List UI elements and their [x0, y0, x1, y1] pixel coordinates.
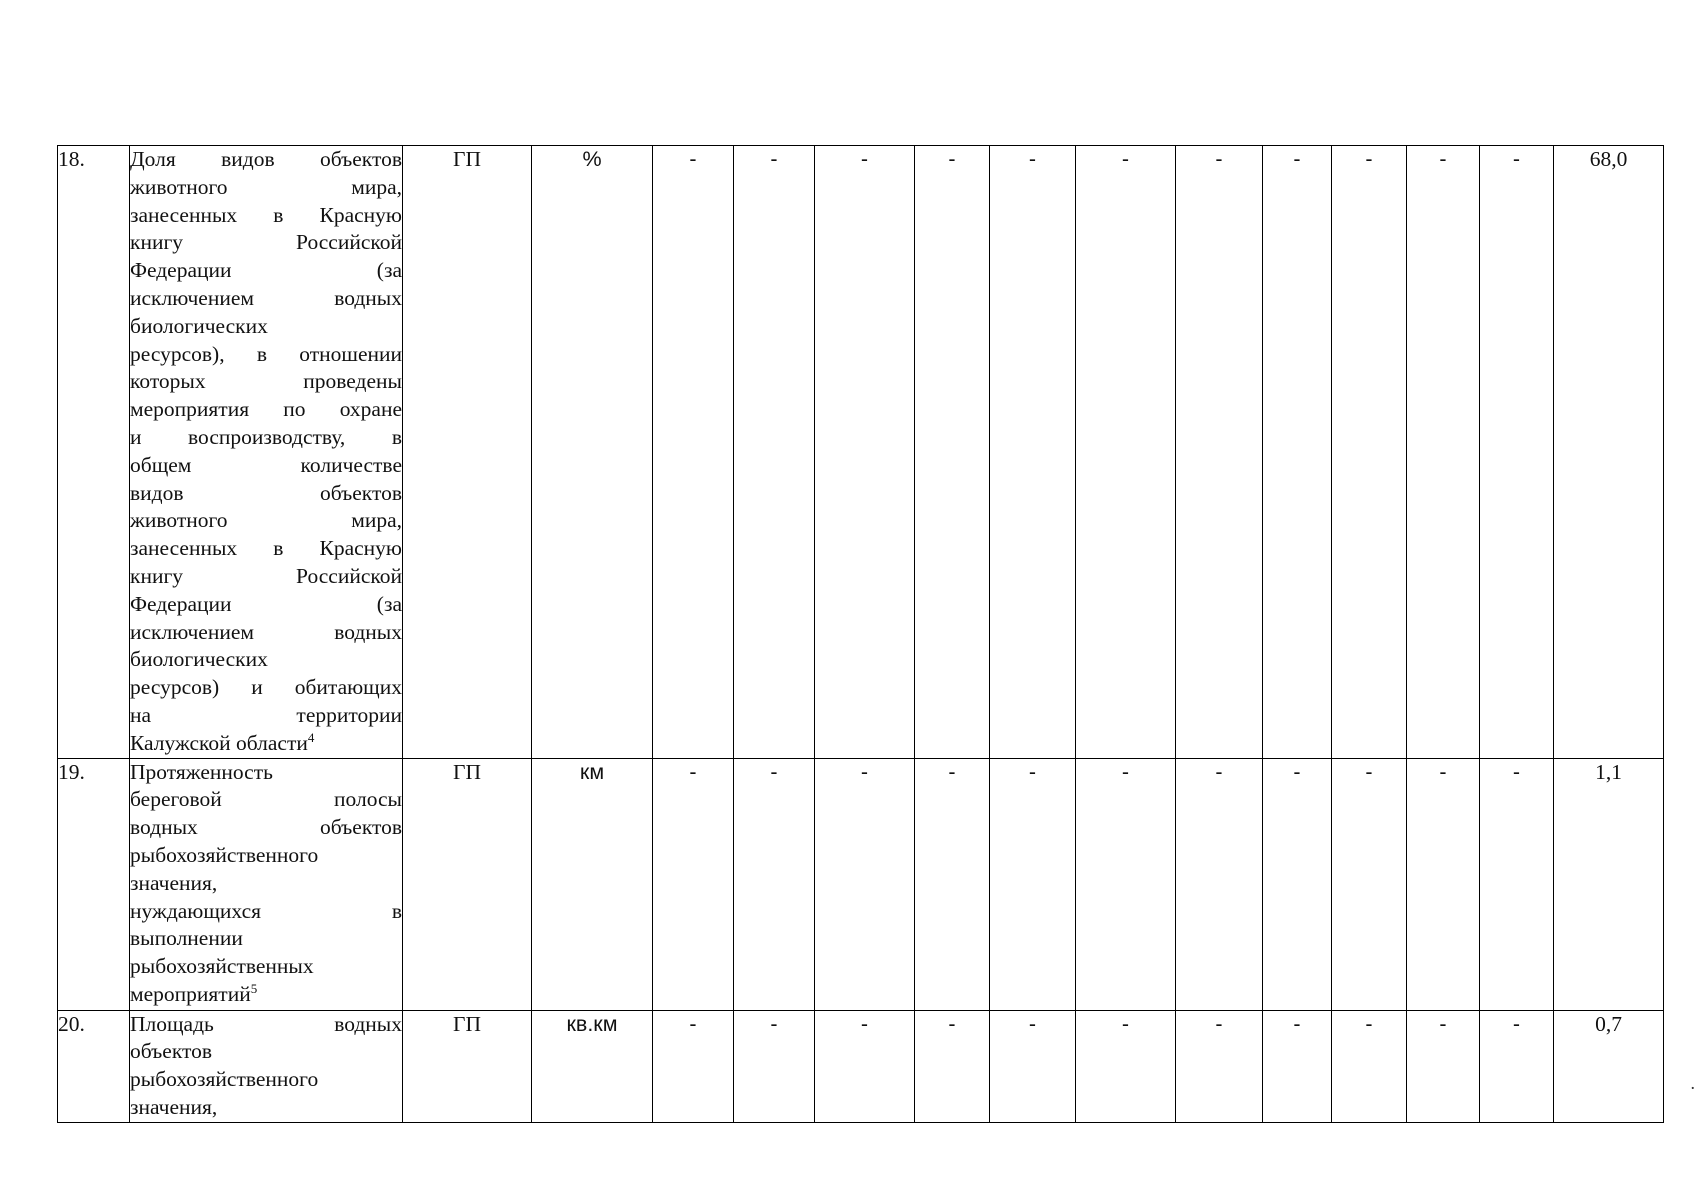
- table-row: [58, 146, 1664, 759]
- year-value-cell: -: [734, 146, 815, 759]
- year-value-cell: -: [1407, 758, 1480, 1010]
- unit-cell: км: [532, 758, 653, 1010]
- indicator-name-text: рыбохозяйственного: [130, 1067, 319, 1092]
- indicator-name-line: [130, 202, 402, 230]
- year-value-cell: -: [734, 1010, 815, 1122]
- indicator-name-line: [130, 591, 402, 619]
- year-value-cell: -: [1076, 146, 1176, 759]
- indicator-name-line: [130, 759, 402, 787]
- year-value-cell: -: [990, 1010, 1076, 1122]
- indicator-name-text: животного мира,: [130, 508, 402, 533]
- indicator-name-text: занесенных в Красную: [130, 202, 402, 227]
- indicator-name-text: рыбохозяйственных: [130, 954, 314, 979]
- indicator-name-text: Площадь водных: [130, 1011, 402, 1036]
- indicator-name-text: и воспроизводству, в: [130, 424, 402, 449]
- indicator-name-line: [130, 814, 402, 842]
- year-value-cell: -: [815, 1010, 915, 1122]
- year-value-cell: -: [990, 146, 1076, 759]
- indicator-name-text: которых проведены: [130, 369, 402, 394]
- indicator-name-line: [130, 702, 402, 730]
- year-value-cell: -: [1176, 146, 1263, 759]
- indicator-name-line: [130, 285, 402, 313]
- indicator-name-text: общем количестве: [130, 452, 402, 477]
- indicator-name-line: [130, 146, 402, 174]
- indicator-name-line: [130, 563, 402, 591]
- indicator-name-text: Доля видов объектов: [130, 147, 402, 171]
- indicator-name-text: книгу Российской: [130, 230, 402, 255]
- year-value-cell: -: [653, 1010, 734, 1122]
- indicator-name-line: [130, 1038, 402, 1066]
- year-value-cell: -: [1176, 758, 1263, 1010]
- indicator-name-line: [130, 229, 402, 257]
- indicator-name-text: Протяженность: [130, 759, 273, 784]
- indicator-name-line: [130, 396, 402, 424]
- year-value-cell: -: [815, 758, 915, 1010]
- indicator-name-line: [130, 535, 402, 563]
- year-value-cell: -: [815, 146, 915, 759]
- year-value-cell: -: [990, 758, 1076, 1010]
- indicator-name-text: рыбохозяйственного: [130, 842, 319, 867]
- unit-cell: кв.км: [532, 1010, 653, 1122]
- indicator-name-line: [130, 730, 402, 758]
- indicator-name-text: ресурсов), в отношении: [130, 341, 402, 366]
- indicator-name-line: [130, 646, 402, 674]
- indicator-name-line: [130, 174, 402, 202]
- indicator-name-text: нуждающихся в: [130, 898, 402, 923]
- year-value-cell: -: [1076, 758, 1176, 1010]
- indicator-name-text: водных объектов: [130, 815, 402, 840]
- indicator-name-text: Федерации (за: [130, 591, 402, 616]
- indicator-name-text: мероприятия по охране: [130, 397, 402, 422]
- indicator-name: [130, 758, 403, 1010]
- indicator-name-text: береговой полосы: [130, 787, 402, 812]
- year-value-cell: -: [1480, 758, 1554, 1010]
- year-value-cell: -: [1480, 146, 1554, 759]
- unit-cell: %: [532, 146, 653, 759]
- indicator-name-line: [130, 1011, 402, 1039]
- source-cell: ГП: [403, 1010, 532, 1122]
- table-row: [58, 1010, 1664, 1122]
- indicator-name-text: биологических: [130, 647, 268, 672]
- year-value-cell: -: [653, 146, 734, 759]
- indicator-name-text: ресурсов) и обитающих: [130, 675, 402, 700]
- year-value-cell: -: [915, 146, 990, 759]
- indicator-name-text: Калужской области: [130, 730, 308, 755]
- indicator-name-line: [130, 452, 402, 480]
- year-value-cell: -: [1263, 758, 1332, 1010]
- row-number: 20.: [58, 1010, 130, 1122]
- year-value-cell: -: [915, 1010, 990, 1122]
- year-value-cell: -: [1076, 1010, 1176, 1122]
- indicator-name-text: значения,: [130, 870, 218, 895]
- target-value-cell: 1,1: [1554, 758, 1664, 1010]
- year-value-cell: -: [1332, 146, 1407, 759]
- indicator-name-text: биологических: [130, 313, 268, 338]
- year-value-cell: -: [1332, 758, 1407, 1010]
- indicator-name-text: Федерации (за: [130, 258, 402, 283]
- row-number: 18.: [58, 146, 130, 759]
- row-number: 19.: [58, 758, 130, 1010]
- footnote-marker: 4: [307, 729, 315, 745]
- indicator-name-line: [130, 480, 402, 508]
- table-row: [58, 758, 1664, 1010]
- indicator-name-line: [130, 981, 402, 1009]
- year-value-cell: -: [1332, 1010, 1407, 1122]
- indicator-name: [130, 146, 403, 759]
- indicator-name-line: [130, 953, 402, 981]
- year-value-cell: -: [1263, 1010, 1332, 1122]
- indicator-name-line: [130, 898, 402, 926]
- indicator-name-text: мероприятий: [130, 981, 251, 1006]
- indicator-name-text: исключением водных: [130, 285, 402, 310]
- indicator-name-line: [130, 507, 402, 535]
- year-value-cell: -: [1263, 146, 1332, 759]
- indicator-name-text: выполнении: [130, 926, 243, 951]
- year-value-cell: -: [1176, 1010, 1263, 1122]
- indicator-name-text: объектов: [130, 1039, 212, 1064]
- year-value-cell: -: [915, 758, 990, 1010]
- indicator-name-text: исключением водных: [130, 619, 402, 644]
- indicator-name-line: [130, 842, 402, 870]
- indicator-name-text: животного мира,: [130, 174, 402, 199]
- footnote-marker: 5: [250, 980, 258, 996]
- target-value-cell: 0,7: [1554, 1010, 1664, 1122]
- target-value-cell: 68,0: [1554, 146, 1664, 759]
- source-cell: ГП: [403, 758, 532, 1010]
- year-value-cell: -: [1480, 1010, 1554, 1122]
- indicator-name-text: занесенных в Красную: [130, 536, 402, 561]
- year-value-cell: -: [653, 758, 734, 1010]
- indicator-name-text: на территории: [130, 702, 402, 727]
- indicator-name-line: [130, 424, 402, 452]
- table-body: [58, 146, 1664, 1123]
- indicator-name-line: [130, 341, 402, 369]
- indicator-name-line: [130, 368, 402, 396]
- scan-mark: .: [1690, 1073, 1695, 1093]
- indicator-name-line: [130, 313, 402, 341]
- indicator-name-text: книгу Российской: [130, 563, 402, 588]
- indicator-name-text: видов объектов: [130, 480, 402, 505]
- indicator-name-line: [130, 619, 402, 647]
- indicator-name: [130, 1010, 403, 1122]
- indicator-name-line: [130, 674, 402, 702]
- indicators-table: [57, 145, 1664, 1123]
- year-value-cell: -: [1407, 146, 1480, 759]
- indicator-name-line: [130, 1066, 402, 1094]
- indicator-name-line: [130, 786, 402, 814]
- indicator-name-line: [130, 870, 402, 898]
- indicator-name-line: [130, 257, 402, 285]
- indicator-name-text: значения,: [130, 1094, 218, 1119]
- year-value-cell: -: [734, 758, 815, 1010]
- indicator-name-line: [130, 1094, 402, 1122]
- source-cell: ГП: [403, 146, 532, 759]
- year-value-cell: -: [1407, 1010, 1480, 1122]
- indicator-name-line: [130, 925, 402, 953]
